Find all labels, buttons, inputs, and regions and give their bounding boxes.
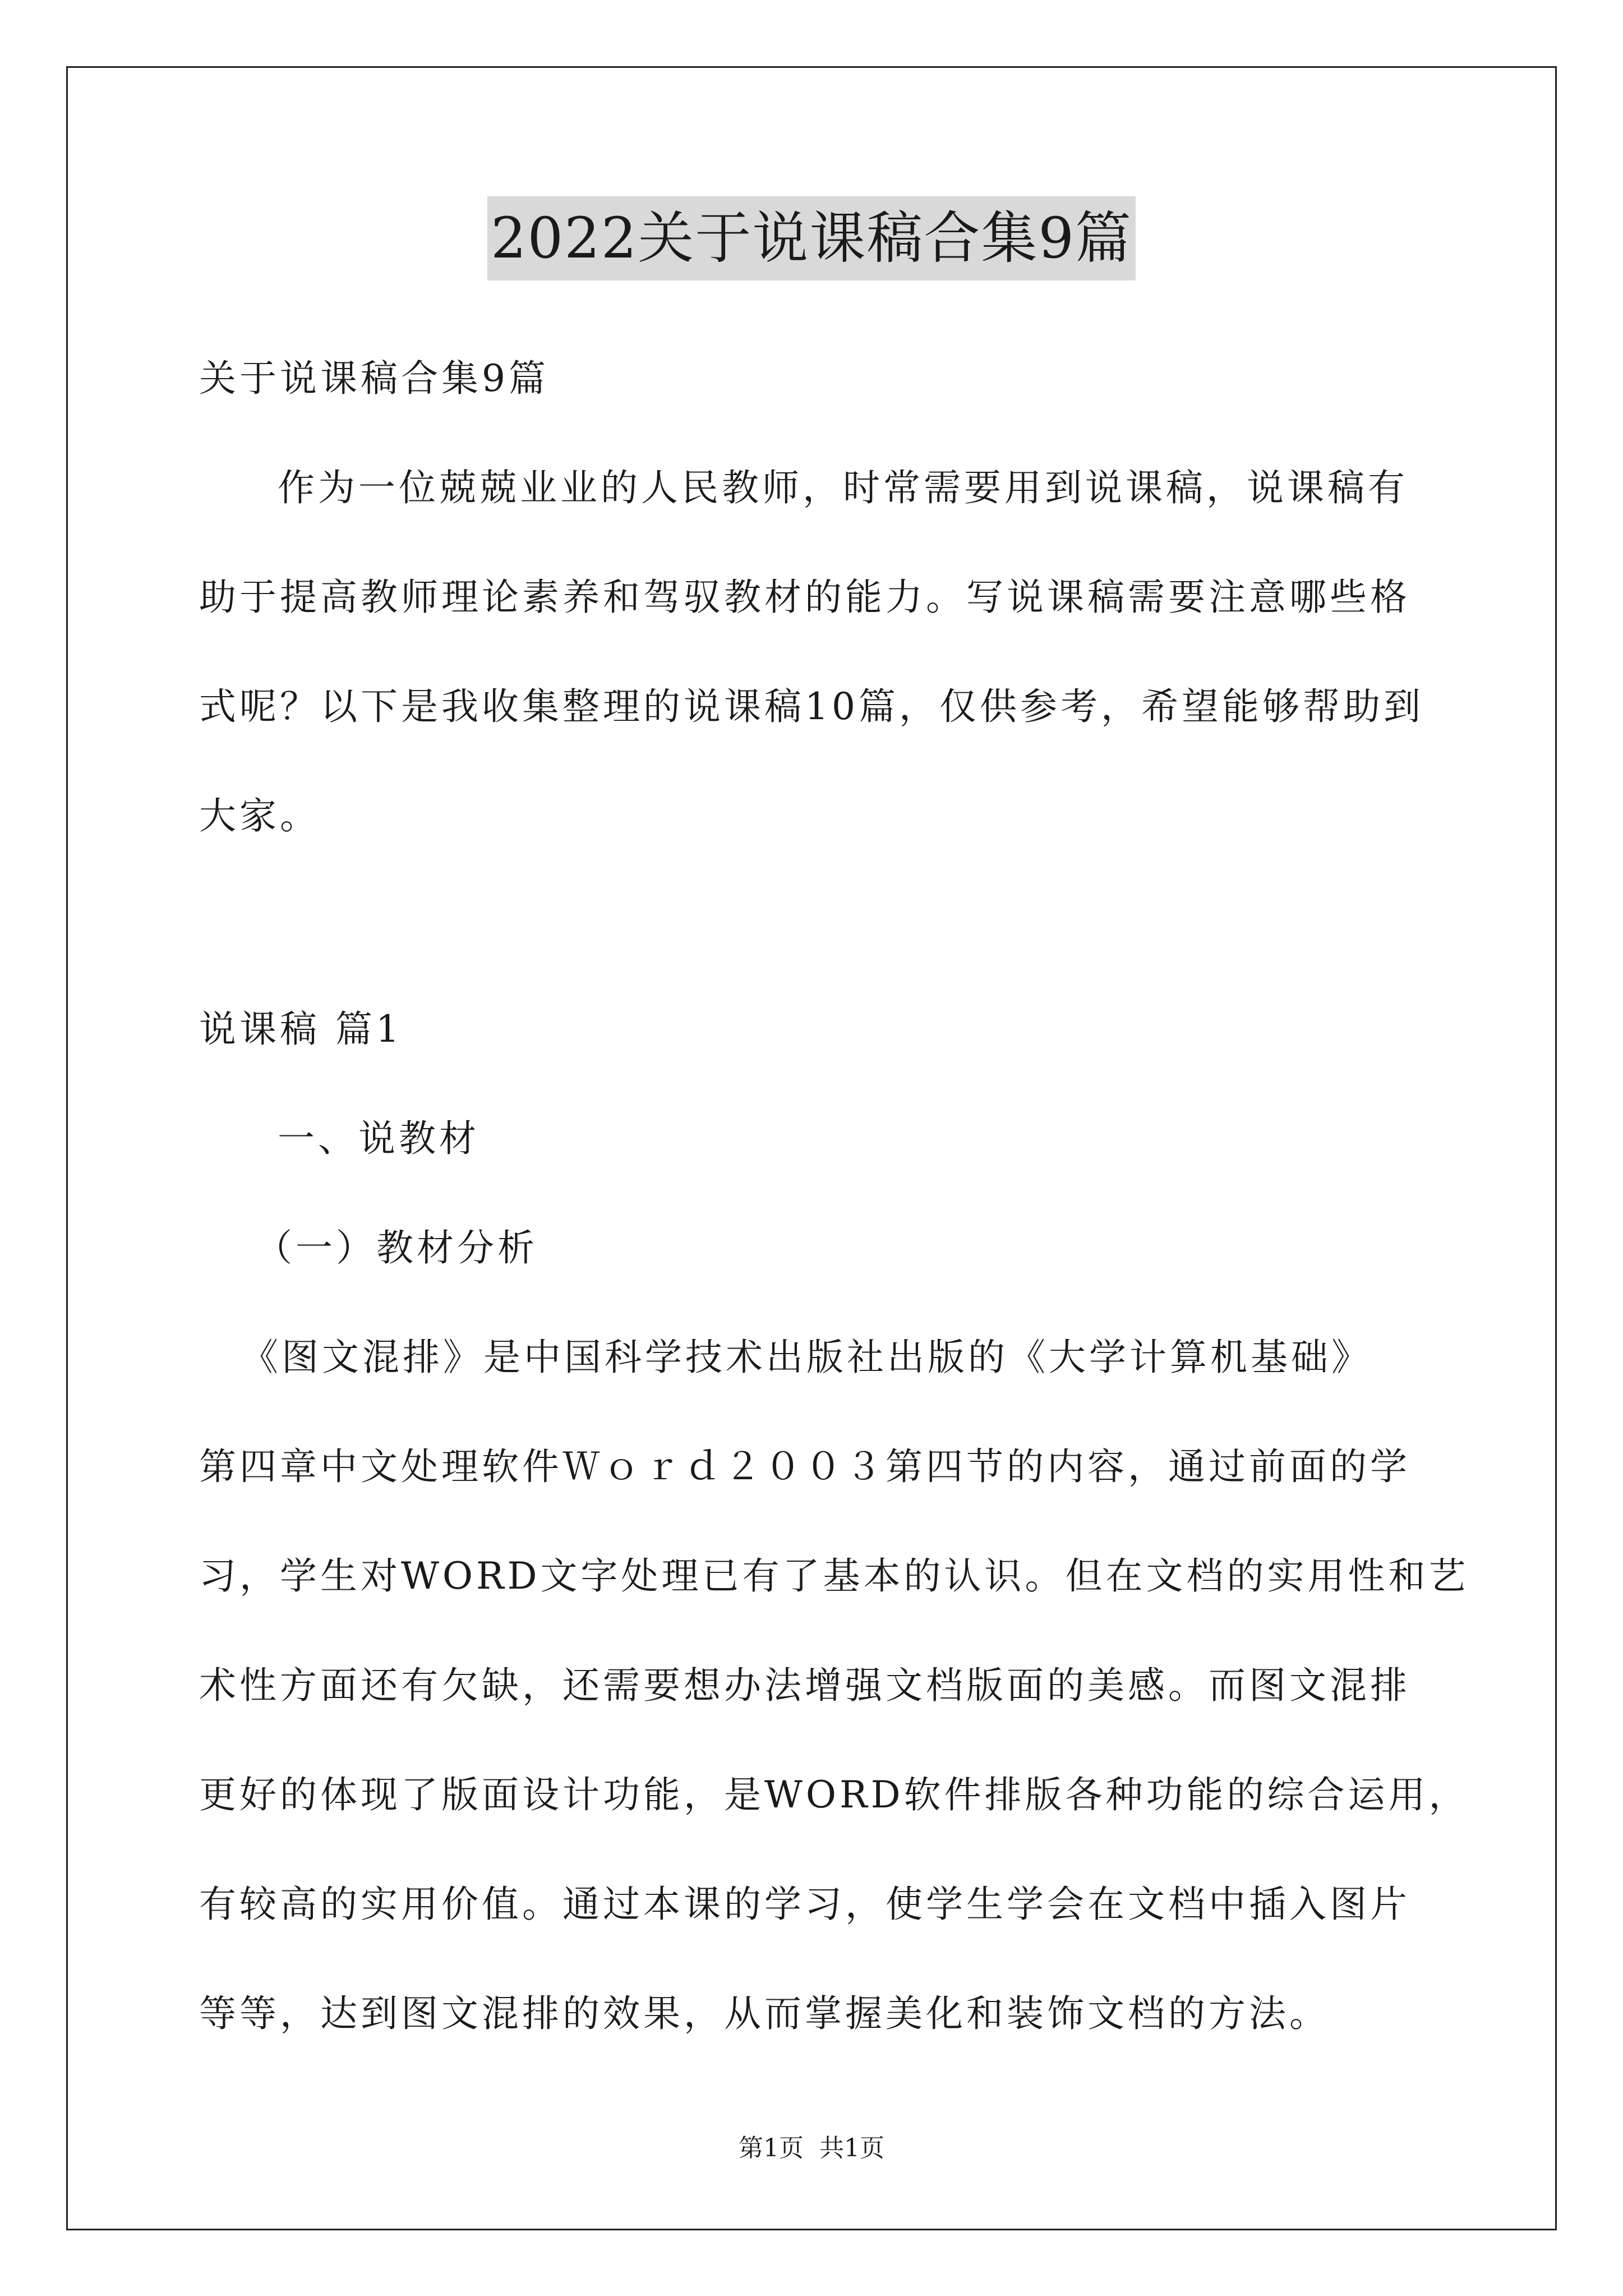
sub-heading: （一）教材分析 — [255, 1226, 538, 1269]
title-block — [0, 196, 1623, 280]
body-line: 第四章中文处理软件Ｗｏｒｄ２００３第四节的内容，通过前面的学 — [199, 1445, 1410, 1488]
body-line: 术性方面还有欠缺，还需要想办法增强文档版面的美感。而图文混排 — [199, 1664, 1410, 1707]
body-line: 有较高的实用价值。通过本课的学习，使学生学会在文档中插入图片 — [199, 1883, 1410, 1926]
body-line: 习，学生对WORD文字处理已有了基本的认识。但在文档的实用性和艺 — [199, 1554, 1469, 1598]
body-line: 更好的体现了版面设计功能，是WORD软件排版各种功能的综合运用， — [199, 1773, 1469, 1816]
intro-line: 式呢？以下是我收集整理的说课稿10篇，仅供参考，希望能够帮助到 — [199, 685, 1424, 728]
body-line: 等等，达到图文混排的效果，从而掌握美化和装饰文档的方法。 — [199, 1992, 1330, 2035]
page-footer: 第1页 共1页 — [739, 2134, 884, 2162]
section-heading: 说课稿 篇1 — [199, 1007, 403, 1051]
document-subtitle: 关于说课稿合集9篇 — [199, 357, 549, 400]
intro-line: 助于提高教师理论素养和驾驭教材的能力。写说课稿需要注意哪些格 — [199, 576, 1410, 619]
body-line: 《图文混排》是中国科学技术出版社出版的《大学计算机基础》 — [241, 1336, 1372, 1379]
part-heading: 一、说教材 — [278, 1117, 479, 1160]
document-title: 2022关于说课稿合集9篇 — [487, 196, 1136, 280]
intro-line: 大家。 — [199, 794, 320, 838]
intro-line: 作为一位兢兢业业的人民教师，时常需要用到说课稿，说课稿有 — [278, 466, 1408, 509]
